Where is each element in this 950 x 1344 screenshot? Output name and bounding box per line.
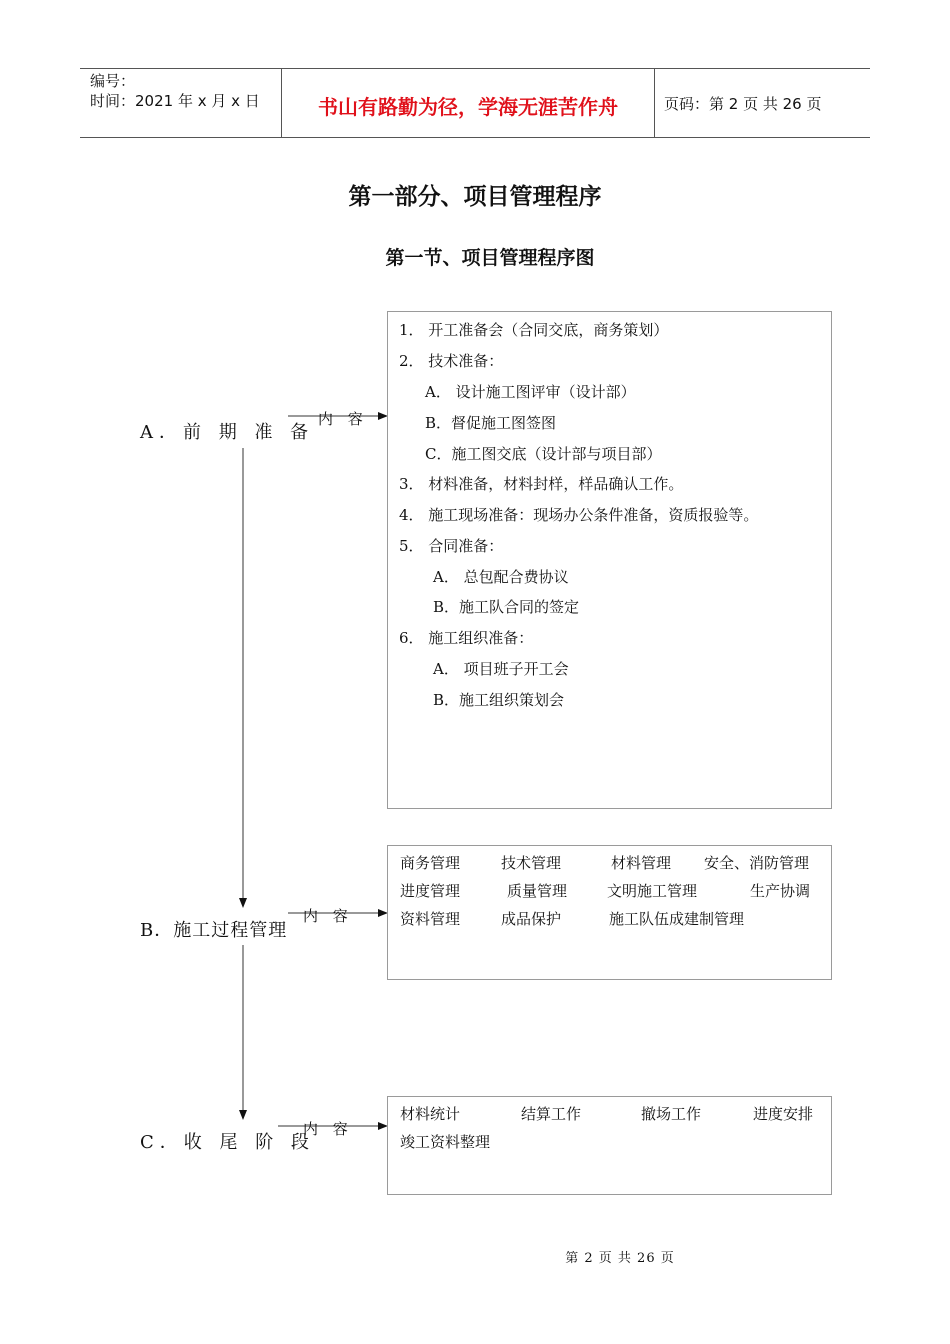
stage-c-label: C．收 尾 阶 段 xyxy=(140,1132,315,1153)
list-item: A． 总包配合费协议 xyxy=(433,568,569,586)
arrow-down-icon xyxy=(239,1110,247,1120)
list-item: A． 设计施工图评审（设计部） xyxy=(425,383,636,401)
page-title: 第一部分、项目管理程序 xyxy=(348,184,602,210)
list-item: B．施工组织策划会 xyxy=(433,691,565,709)
connector-label-b: 内 容 xyxy=(303,907,353,925)
content-cell: 材料管理 xyxy=(611,854,672,872)
list-item: A． 项目班子开工会 xyxy=(433,660,569,678)
content-cell: 撤场工作 xyxy=(641,1105,702,1123)
list-item: 4． 施工现场准备：现场办公条件准备，资质报验等。 xyxy=(399,506,759,524)
connector-label-a: 内 容 xyxy=(318,410,368,428)
list-item: C．施工图交底（设计部与项目部） xyxy=(425,445,662,463)
content-cell: 成品保护 xyxy=(501,910,562,928)
content-cell: 技术管理 xyxy=(501,854,562,872)
content-cell: 质量管理 xyxy=(507,882,568,900)
content-cell: 生产协调 xyxy=(750,882,811,900)
list-item: B．施工队合同的签定 xyxy=(433,598,580,616)
content-cell: 商务管理 xyxy=(400,854,461,872)
content-cell: 施工队伍成建制管理 xyxy=(609,910,745,928)
stage-c-content-box xyxy=(387,1096,832,1195)
list-item: 2． 技术准备： xyxy=(399,352,504,370)
page-footer: 第 2 页 共 26 页 xyxy=(565,1251,675,1266)
header-motto: 书山有路勤为径，学海无涯苦作舟 xyxy=(318,95,618,119)
content-cell: 材料统计 xyxy=(400,1105,461,1123)
connector-label-c: 内 容 xyxy=(303,1120,353,1138)
list-item: 1． 开工准备会（合同交底，商务策划） xyxy=(399,321,669,339)
list-item: 3． 材料准备，材料封样，样品确认工作。 xyxy=(399,475,684,493)
content-cell: 资料管理 xyxy=(400,910,461,928)
content-cell: 安全、消防管理 xyxy=(704,854,810,872)
content-cell: 文明施工管理 xyxy=(607,882,698,900)
header-page-label: 页码：第 2 页 共 26 页 xyxy=(664,95,822,113)
stage-b-content-box xyxy=(387,845,832,980)
list-item: B．督促施工图签图 xyxy=(425,414,557,432)
stage-b-label: B．施工过程管理 xyxy=(140,920,288,941)
list-item: 6． 施工组织准备： xyxy=(399,629,534,647)
content-cell: 竣工资料整理 xyxy=(400,1133,491,1151)
list-item: 5． 合同准备： xyxy=(399,537,504,555)
stage-a-content-box xyxy=(387,311,832,809)
content-cell: 进度管理 xyxy=(400,882,461,900)
content-cell: 结算工作 xyxy=(521,1105,582,1123)
content-cell: 进度安排 xyxy=(753,1105,814,1123)
stage-a-label: A．前 期 准 备 xyxy=(140,422,315,443)
time-label: 时间：2021 年 x 月 x 日 xyxy=(90,92,260,110)
number-label: 编号： xyxy=(90,72,136,90)
arrow-down-icon xyxy=(239,898,247,908)
section-title: 第一节、项目管理程序图 xyxy=(385,247,595,269)
